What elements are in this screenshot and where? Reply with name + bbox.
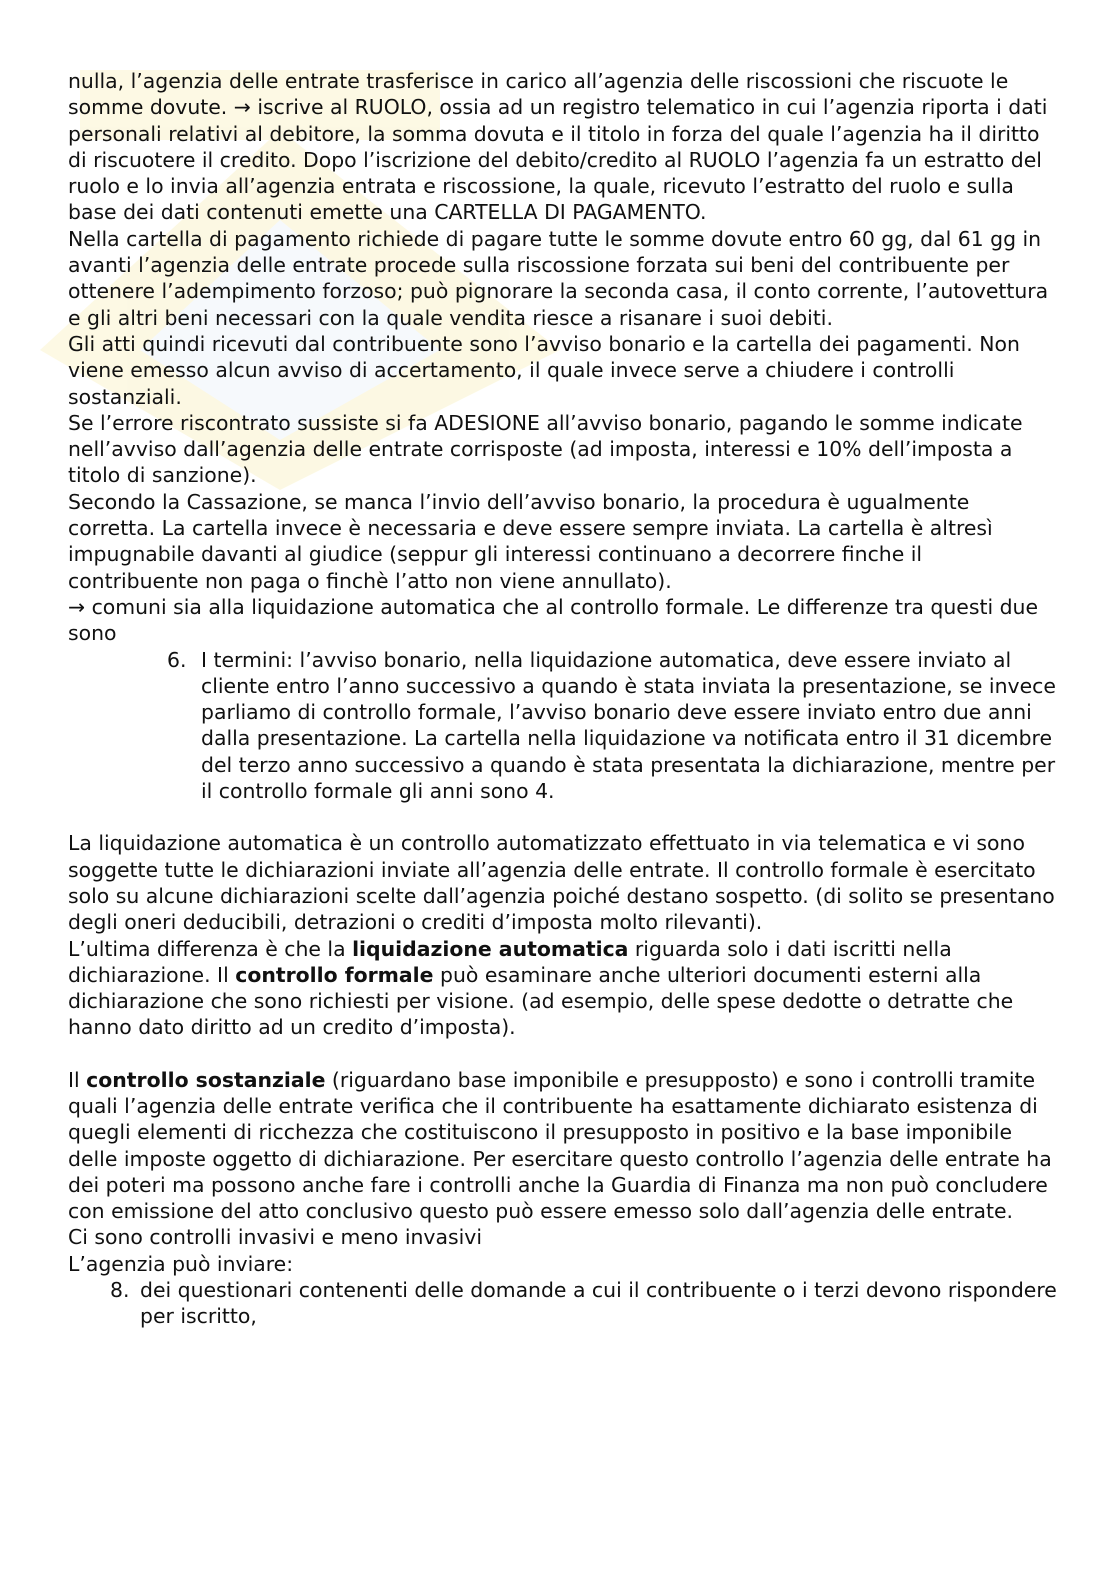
list-number: 8. bbox=[110, 1278, 130, 1303]
arrow-icon: → bbox=[233, 95, 251, 120]
numbered-list bbox=[68, 647, 1058, 805]
bold-term: controllo sostanziale bbox=[86, 1067, 326, 1092]
paragraph: Nella cartella di pagamento richiede di pagare tutte le somme dovute entro 60 gg, dal 61 gg in avanti l’agenzia delle entrate procede sulla riscossione forzata sui beni del contribuente per ottenere l’adempimento forzoso; può pignorare la seconda casa, il conto corrente, l’autovettura e gli altri beni necessari con la quale vendita riesce a risanare i suoi debiti. bbox=[68, 226, 1049, 330]
paragraph: Gli atti quindi ricevuti dal contribuente sono l’avviso bonario e la cartella dei pagamenti. Non viene emesso alcun avviso di accertamento, il quale invece serve a chiudere i controlli sostanziali. bbox=[68, 331, 1020, 409]
numbered-list bbox=[68, 1277, 1058, 1330]
paragraph bbox=[68, 594, 1058, 647]
bold-term: liquidazione automatica bbox=[352, 936, 629, 961]
paragraph: Secondo la Cassazione, se manca l’invio dell’avviso bonario, la procedura è ugualmente corretta. La cartella invece è necessaria e deve essere sempre inviata. La cartella è altresì impugnabile davanti al giudice (seppur gli interessi continuano a decorrere finche il contribuente non paga o finchè l’atto non viene annullato). bbox=[68, 489, 993, 593]
paragraph: Ci sono controlli invasivi e meno invasivi bbox=[68, 1225, 482, 1250]
paragraph-text: può esaminare anche ulteriori documenti esterni alla dichiarazione che sono richiesti per visione. (ad esempio, delle spese dedotte o detratte che hanno dato diritto ad un credito d’imposta). bbox=[68, 962, 1014, 1040]
bold-term: controllo formale bbox=[235, 962, 434, 987]
paragraph-text: riguarda solo i dati iscritti nella dichiarazione. Il bbox=[68, 936, 952, 987]
list-item-text: I termini: l’avviso bonario, nella liquidazione automatica, deve essere inviato al cliente entro l’anno successivo a quando è stata inviata la presentazione, se invece parliamo di controllo formale, l’avviso bonario deve essere inviato entro due anni dalla presentazione. La cartella nella liquidazione va notificata entro il 31 dicembre del terzo anno successivo a quando è stata presentata la dichiarazione, mentre per il controllo formale gli anni sono 4. bbox=[201, 647, 1056, 804]
paragraph-text: L’ultima differenza è che la bbox=[68, 936, 346, 961]
document-body bbox=[68, 68, 1058, 1330]
list-item-text: dei questionari contenenti delle domande a cui il contribuente o i terzi devono rispondere per iscritto, bbox=[140, 1278, 1057, 1329]
paragraph-text: nulla, l’agenzia delle entrate trasferisce in carico all’agenzia delle riscossioni che riscuote le somme dovute. bbox=[68, 69, 1009, 120]
paragraph: L’agenzia può inviare: bbox=[68, 1251, 294, 1276]
list-item bbox=[110, 1277, 1058, 1330]
paragraph bbox=[68, 1067, 1058, 1225]
paragraph-text: iscrive al RUOLO, ossia ad un registro telematico in cui l’agenzia riporta i dati personali relativi al debitore, la somma dovuta e il titolo in forza del quale l’agenzia ha il diritto di riscuotere il credito. Dopo l’iscrizione del debito/credito al RUOLO l’agenzia fa un estratto del ruolo e lo invia all’agenzia entrata e riscossione, la quale, ricevuto l’estratto del ruolo e sulla base dei dati contenuti emette una CARTELLA DI PAGAMENTO. bbox=[68, 95, 1048, 225]
paragraph-text: (riguardano base imponibile e presupposto) e sono i controlli tramite quali l’agenzia delle entrate verifica che il contribuente ha esattamente dichiarato esistenza di quegli elementi di ricchezza che costituiscono il presupposto in positivo e la base imponibile delle imposte oggetto di dichiarazione. Per esercitare questo controllo l’agenzia delle entrate ha dei poteri ma possono anche fare i controlli anche la Guardia di Finanza ma non può concludere con emissione del atto conclusivo questo può essere emesso solo dall’agenzia delle entrate. bbox=[68, 1067, 1052, 1224]
paragraph: La liquidazione automatica è un controllo automatizzato effettuato in via telematica e vi sono soggette tutte le dichiarazioni inviate all’agenzia delle entrate. Il controllo formale è esercitato solo su alcune dichiarazioni scelte dall’agenzia poiché destano sospetto. (di solito se presentano degli oneri deducibili, detrazioni o crediti d’imposta molto rilevanti). bbox=[68, 831, 1055, 935]
paragraph-text: comuni sia alla liquidazione automatica che al controllo formale. Le differenze tra questi due sono bbox=[68, 594, 1038, 646]
spacer bbox=[68, 804, 1058, 830]
arrow-icon: → bbox=[68, 594, 86, 619]
spacer bbox=[68, 1041, 1058, 1067]
paragraph: Se l’errore riscontrato sussiste si fa ADESIONE all’avviso bonario, pagando le somme indicate nell’avviso dall’agenzia delle entrate corrisposte (ad imposta, interessi e 10% dell’imposta a titolo di sanzione). bbox=[68, 410, 1023, 488]
list-item bbox=[167, 647, 1058, 805]
paragraph bbox=[68, 68, 1058, 226]
list-number: 6. bbox=[167, 647, 187, 672]
paragraph bbox=[68, 936, 1058, 1041]
paragraph-text: Il bbox=[68, 1067, 80, 1092]
